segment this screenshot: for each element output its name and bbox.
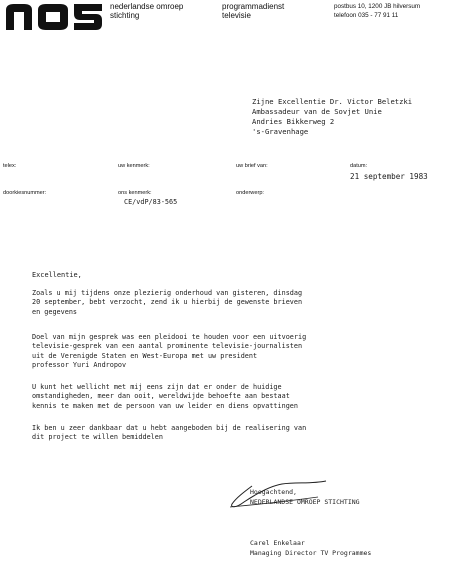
paragraph-4 [32,424,432,443]
onderwerp-label: onderwerp: [236,190,264,196]
signer-name: Carel Enkelaar [250,539,305,547]
recipient-line: 's-Gravenhage [252,127,309,136]
uw-brief-van-label: uw brief van: [236,163,268,169]
paragraph-3 [32,383,432,411]
paragraph-1 [32,289,432,317]
body-line: Zoals u mij tijdens onze plezierig onderhoud van gisteren, dinsdag [32,289,303,297]
dept-line-1: programmadienst [222,2,285,11]
body-line: Doel van mijn gesprek was een pleidooi te houden voor een uitvoerig [32,333,307,341]
body-line: televisie-gesprek van een aantal prominente televisie-journalisten [32,342,303,351]
ons-kenmerk-value: CE/vdP/83-565 [124,198,178,206]
closing-organization: NEDERLANDSE OMROEP STICHTING [250,498,360,506]
telex-label: telex: [3,163,17,169]
contact-address [334,2,420,20]
body-line: uit de Verenigde Staten en West-Europa met uw president [32,351,258,360]
ons-kenmerk-label: ons kenmerk: [118,190,152,196]
recipient-line: Zijne Excellentie Dr. Victor Beletzki [252,97,413,106]
body-line: en gegevens [32,307,78,316]
signer-block [250,539,371,558]
body-line: omstandigheden, meer dan ooit, wereldwijde behoefte aan bestaat [32,392,290,401]
body-line: Ik ben u zeer dankbaar dat u hebt aangeboden bij de realisering van [32,424,307,432]
recipient-line: Andries Bikkerweg 2 [252,117,335,126]
org-line-2: stichting [110,11,140,20]
organization-name [110,2,183,20]
closing-block [250,487,360,507]
body-line: kennis te maken met de persoon van uw leider en diens opvattingen [32,401,298,410]
department-name [222,2,284,20]
uw-kenmerk-label: uw kenmerk: [118,163,150,169]
datum-value: 21 september 1983 [350,172,428,181]
dept-line-2: televisie [222,11,251,20]
recipient-address [252,97,412,137]
body-line: U kunt het wellicht met mij eens zijn dat er onder de huidige [32,383,282,391]
doorkiesnummer-label: doorkiesnummer: [3,190,47,196]
datum-label: datum: [350,163,368,169]
body-line: 20 september, bebt verzocht, zend ik u hierbij de gewenste brieven [32,298,303,307]
nos-logo [4,2,104,32]
org-line-1: nederlandse omroep [110,2,184,11]
signer-title: Managing Director TV Programmes [250,548,372,557]
closing-greeting: Hoogachtend, [250,488,297,496]
body-line: professor Yuri Andropov [32,361,127,370]
phone-line: telefoon 035 - 77 91 11 [334,12,399,19]
recipient-line: Ambassadeur van de Sovjet Unie [252,107,382,116]
body-line: dit project te willen bemiddelen [32,433,163,442]
address-line: postbus 10, 1200 JB hilversum [334,3,421,10]
salutation: Excellentie, [32,271,82,279]
paragraph-2 [32,333,432,371]
